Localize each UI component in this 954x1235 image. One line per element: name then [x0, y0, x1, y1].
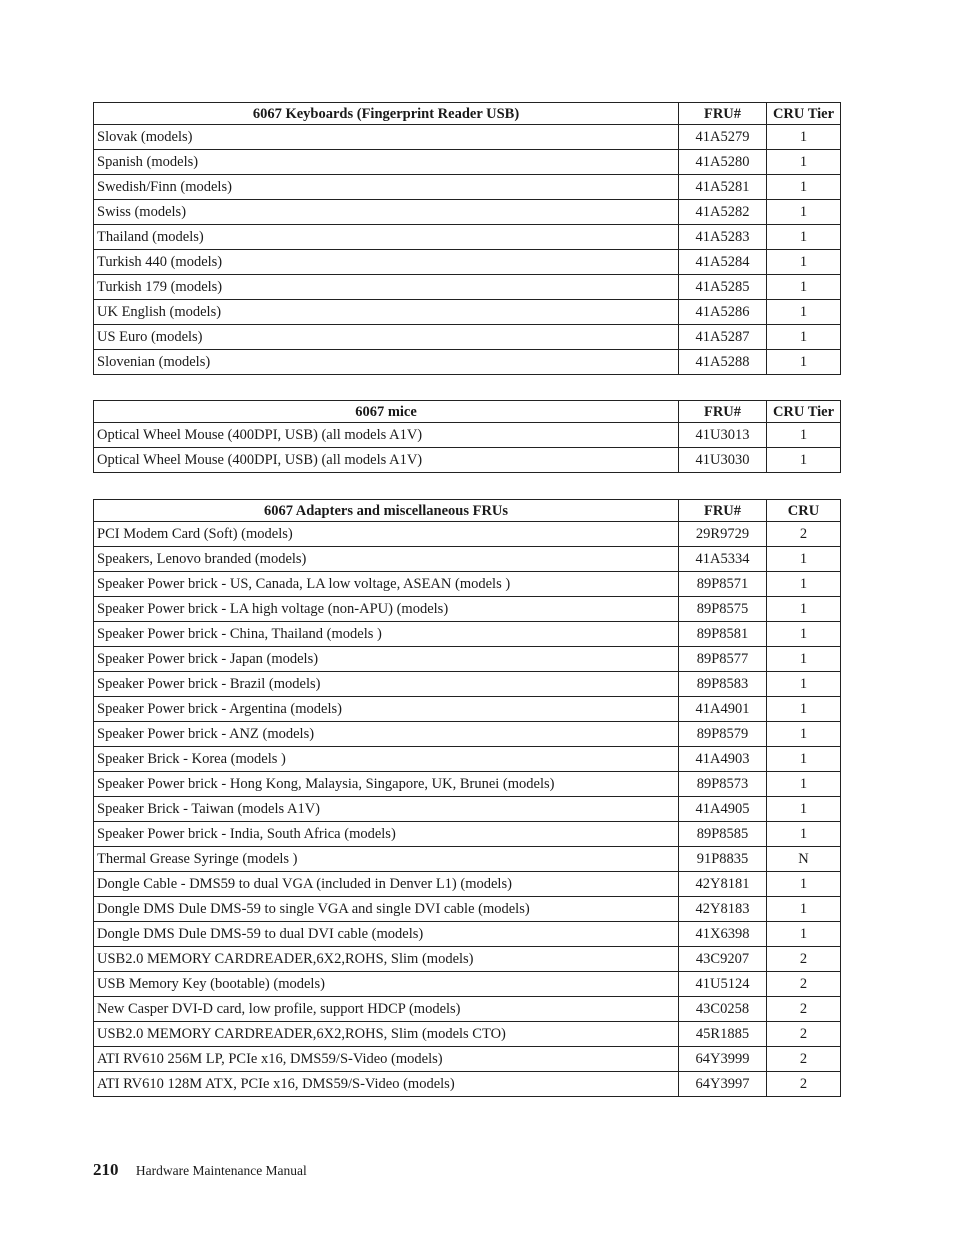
part-description: Swedish/Finn (models)	[94, 175, 679, 200]
table-row	[94, 175, 841, 200]
fru-number: 43C0258	[679, 997, 767, 1022]
fru-number: 41A5285	[679, 275, 767, 300]
cru-tier: 1	[767, 897, 841, 922]
fru-number: 41U5124	[679, 972, 767, 997]
part-description: USB Memory Key (bootable) (models)	[94, 972, 679, 997]
fru-number: 64Y3997	[679, 1072, 767, 1097]
part-description: Speaker Power brick - Japan (models)	[94, 647, 679, 672]
fru-number: 41A5283	[679, 225, 767, 250]
table-header-row	[94, 401, 841, 423]
cru-tier: 2	[767, 1072, 841, 1097]
table-row	[94, 1022, 841, 1047]
part-description: Dongle DMS Dule DMS-59 to single VGA and single DVI cable (models)	[94, 897, 679, 922]
cru-tier: 1	[767, 200, 841, 225]
cru-tier: 1	[767, 772, 841, 797]
cru-tier: 2	[767, 972, 841, 997]
table-row	[94, 847, 841, 872]
fru-number: 91P8835	[679, 847, 767, 872]
part-description: Speaker Power brick - Hong Kong, Malaysia, Singapore, UK, Brunei (models)	[94, 772, 679, 797]
table-row	[94, 250, 841, 275]
part-description: Slovak (models)	[94, 125, 679, 150]
page-footer	[93, 1160, 307, 1180]
table-row	[94, 647, 841, 672]
cru-tier: 2	[767, 522, 841, 547]
column-header-cru: CRU Tier	[767, 401, 841, 423]
table-row	[94, 697, 841, 722]
table-row	[94, 772, 841, 797]
column-header-description: 6067 mice	[94, 401, 679, 423]
cru-tier: 1	[767, 175, 841, 200]
table-row	[94, 350, 841, 375]
fru-number: 89P8571	[679, 572, 767, 597]
cru-tier: 2	[767, 947, 841, 972]
table-row	[94, 125, 841, 150]
part-description: Speaker Power brick - ANZ (models)	[94, 722, 679, 747]
mice-table	[93, 400, 841, 473]
fru-number: 45R1885	[679, 1022, 767, 1047]
cru-tier: 1	[767, 572, 841, 597]
fru-number: 29R9729	[679, 522, 767, 547]
cru-tier: 2	[767, 1047, 841, 1072]
fru-number: 41A5279	[679, 125, 767, 150]
fru-number: 41A5334	[679, 547, 767, 572]
table-row	[94, 1072, 841, 1097]
column-header-fru: FRU#	[679, 500, 767, 522]
cru-tier: 1	[767, 448, 841, 473]
fru-number: 41A4903	[679, 747, 767, 772]
manual-title: Hardware Maintenance Manual	[135, 1163, 307, 1178]
part-description: Dongle Cable - DMS59 to dual VGA (included in Denver L1) (models)	[94, 872, 679, 897]
cru-tier: 1	[767, 647, 841, 672]
fru-number: 41U3030	[679, 448, 767, 473]
fru-number: 41A5282	[679, 200, 767, 225]
table-row	[94, 225, 841, 250]
part-description: Optical Wheel Mouse (400DPI, USB) (all models A1V)	[94, 448, 679, 473]
part-description: Thailand (models)	[94, 225, 679, 250]
part-description: Speaker Power brick - India, South Africa (models)	[94, 822, 679, 847]
part-description: New Casper DVI-D card, low profile, support HDCP (models)	[94, 997, 679, 1022]
table-row	[94, 822, 841, 847]
cru-tier: 1	[767, 622, 841, 647]
part-description: Speaker Power brick - Argentina (models)	[94, 697, 679, 722]
cru-tier: 1	[767, 275, 841, 300]
keyboards-table	[93, 102, 841, 375]
adapters-table	[93, 499, 841, 1097]
table-row	[94, 872, 841, 897]
fru-number: 43C9207	[679, 947, 767, 972]
fru-number: 41U3013	[679, 423, 767, 448]
fru-number: 89P8585	[679, 822, 767, 847]
cru-tier: 1	[767, 300, 841, 325]
cru-tier: 1	[767, 597, 841, 622]
part-description: USB2.0 MEMORY CARDREADER,6X2,ROHS, Slim (models)	[94, 947, 679, 972]
part-description: PCI Modem Card (Soft) (models)	[94, 522, 679, 547]
fru-number: 42Y8183	[679, 897, 767, 922]
table-row	[94, 1047, 841, 1072]
fru-number: 89P8583	[679, 672, 767, 697]
fru-number: 89P8581	[679, 622, 767, 647]
part-description: Optical Wheel Mouse (400DPI, USB) (all models A1V)	[94, 423, 679, 448]
cru-tier: 2	[767, 997, 841, 1022]
table-row	[94, 572, 841, 597]
column-header-cru: CRU	[767, 500, 841, 522]
table-row	[94, 522, 841, 547]
cru-tier: 1	[767, 547, 841, 572]
part-description: Swiss (models)	[94, 200, 679, 225]
column-header-description: 6067 Adapters and miscellaneous FRUs	[94, 500, 679, 522]
part-description: Thermal Grease Syringe (models )	[94, 847, 679, 872]
table-row	[94, 622, 841, 647]
fru-number: 41A5280	[679, 150, 767, 175]
fru-number: 41A5284	[679, 250, 767, 275]
table-row	[94, 722, 841, 747]
part-description: UK English (models)	[94, 300, 679, 325]
cru-tier: 1	[767, 797, 841, 822]
table-row	[94, 747, 841, 772]
part-description: Speaker Power brick - China, Thailand (models )	[94, 622, 679, 647]
column-header-cru: CRU Tier	[767, 103, 841, 125]
cru-tier: 1	[767, 250, 841, 275]
table-row	[94, 947, 841, 972]
table-row	[94, 972, 841, 997]
table-row	[94, 997, 841, 1022]
part-description: Turkish 179 (models)	[94, 275, 679, 300]
cru-tier: 1	[767, 350, 841, 375]
fru-number: 64Y3999	[679, 1047, 767, 1072]
part-description: Speaker Brick - Taiwan (models A1V)	[94, 797, 679, 822]
table-row	[94, 797, 841, 822]
column-header-fru: FRU#	[679, 401, 767, 423]
fru-number: 42Y8181	[679, 872, 767, 897]
fru-number: 41A5288	[679, 350, 767, 375]
table-row	[94, 672, 841, 697]
fru-number: 41X6398	[679, 922, 767, 947]
part-description: US Euro (models)	[94, 325, 679, 350]
fru-number: 41A4901	[679, 697, 767, 722]
part-description: Speaker Power brick - Brazil (models)	[94, 672, 679, 697]
cru-tier: 1	[767, 747, 841, 772]
table-row	[94, 547, 841, 572]
part-description: Turkish 440 (models)	[94, 250, 679, 275]
table-row	[94, 300, 841, 325]
cru-tier: 1	[767, 325, 841, 350]
fru-number: 89P8577	[679, 647, 767, 672]
page-number: 210	[93, 1160, 119, 1179]
part-description: Speaker Brick - Korea (models )	[94, 747, 679, 772]
cru-tier: 1	[767, 672, 841, 697]
cru-tier: 1	[767, 125, 841, 150]
table-header-row	[94, 500, 841, 522]
fru-number: 41A4905	[679, 797, 767, 822]
table-row	[94, 597, 841, 622]
part-description: ATI RV610 256M LP, PCIe x16, DMS59/S-Video (models)	[94, 1047, 679, 1072]
table-row	[94, 150, 841, 175]
part-description: Spanish (models)	[94, 150, 679, 175]
part-description: Speaker Power brick - LA high voltage (non-APU) (models)	[94, 597, 679, 622]
table-row	[94, 423, 841, 448]
part-description: Slovenian (models)	[94, 350, 679, 375]
fru-number: 41A5281	[679, 175, 767, 200]
cru-tier: 1	[767, 150, 841, 175]
part-description: Dongle DMS Dule DMS-59 to dual DVI cable (models)	[94, 922, 679, 947]
cru-tier: 1	[767, 722, 841, 747]
table-row	[94, 325, 841, 350]
fru-number: 89P8575	[679, 597, 767, 622]
table-row	[94, 897, 841, 922]
cru-tier: 1	[767, 922, 841, 947]
cru-tier: 1	[767, 822, 841, 847]
cru-tier: 1	[767, 225, 841, 250]
column-header-fru: FRU#	[679, 103, 767, 125]
part-description: Speakers, Lenovo branded (models)	[94, 547, 679, 572]
table-row	[94, 200, 841, 225]
table-row	[94, 448, 841, 473]
table-header-row	[94, 103, 841, 125]
cru-tier: 1	[767, 697, 841, 722]
fru-number: 41A5287	[679, 325, 767, 350]
fru-number: 89P8579	[679, 722, 767, 747]
table-row	[94, 922, 841, 947]
fru-number: 41A5286	[679, 300, 767, 325]
cru-tier: N	[767, 847, 841, 872]
cru-tier: 2	[767, 1022, 841, 1047]
part-description: ATI RV610 128M ATX, PCIe x16, DMS59/S-Video (models)	[94, 1072, 679, 1097]
fru-number: 89P8573	[679, 772, 767, 797]
column-header-description: 6067 Keyboards (Fingerprint Reader USB)	[94, 103, 679, 125]
cru-tier: 1	[767, 423, 841, 448]
part-description: USB2.0 MEMORY CARDREADER,6X2,ROHS, Slim (models CTO)	[94, 1022, 679, 1047]
part-description: Speaker Power brick - US, Canada, LA low voltage, ASEAN (models )	[94, 572, 679, 597]
table-row	[94, 275, 841, 300]
cru-tier: 1	[767, 872, 841, 897]
